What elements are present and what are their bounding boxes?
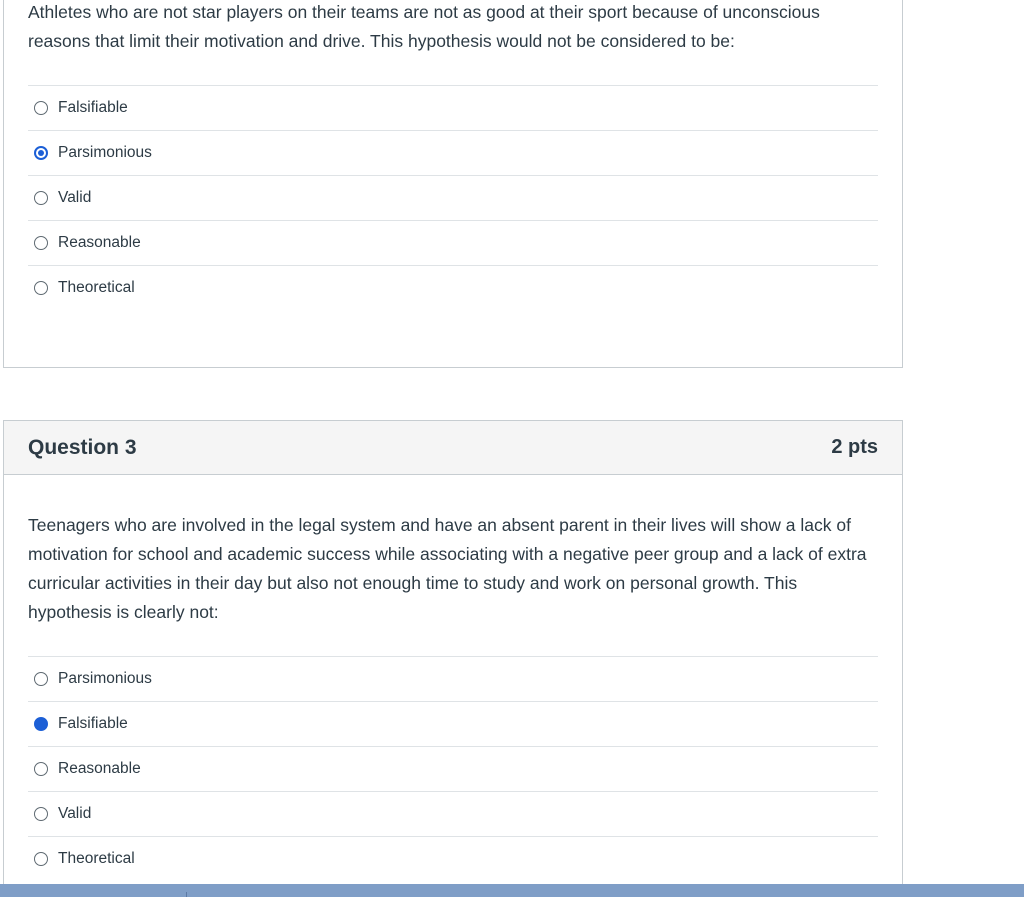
question-3-answers [28, 656, 878, 881]
radio-button-selected[interactable] [34, 146, 48, 160]
radio-button[interactable] [34, 191, 48, 205]
answer-label: Valid [58, 805, 92, 822]
q3-answer-falsifiable[interactable] [28, 701, 878, 746]
bottom-toolbar [0, 884, 1024, 897]
answer-label: Parsimonious [58, 670, 152, 687]
radio-button[interactable] [34, 236, 48, 250]
answer-label: Falsifiable [58, 99, 128, 116]
q2-answer-reasonable[interactable] [28, 220, 878, 265]
answer-label: Theoretical [58, 279, 135, 296]
question-3-card [3, 420, 903, 890]
radio-button[interactable] [34, 101, 48, 115]
q3-answer-theoretical[interactable] [28, 836, 878, 881]
question-header [4, 421, 902, 475]
radio-button[interactable] [34, 807, 48, 821]
answer-label: Reasonable [58, 760, 141, 777]
toolbar-divider [186, 892, 187, 897]
answer-label: Valid [58, 189, 92, 206]
answer-label: Reasonable [58, 234, 141, 251]
q2-answer-parsimonious[interactable] [28, 130, 878, 175]
answer-label: Parsimonious [58, 144, 152, 161]
q2-answer-valid[interactable] [28, 175, 878, 220]
answer-label: Falsifiable [58, 715, 128, 732]
q3-answer-parsimonious[interactable] [28, 656, 878, 701]
question-2-card [3, 0, 903, 368]
question-3-text: Teenagers who are involved in the legal system and have an absent parent in their lives will show a lack of motivation for school and academic success while associating with a negative peer group and a lack of extra curricular activities in their day but also not enough time to study and work on personal growth. This hypothesis is clearly not: [28, 515, 867, 622]
radio-button[interactable] [34, 672, 48, 686]
radio-button[interactable] [34, 762, 48, 776]
question-2-answers [28, 85, 878, 310]
radio-button-selected[interactable] [34, 717, 48, 731]
question-points: 2 pts [831, 436, 878, 458]
question-title: Question 3 [28, 435, 137, 459]
q3-answer-reasonable[interactable] [28, 746, 878, 791]
radio-button[interactable] [34, 281, 48, 295]
q3-answer-valid[interactable] [28, 791, 878, 836]
q2-answer-theoretical[interactable] [28, 265, 878, 310]
q2-answer-falsifiable[interactable] [28, 85, 878, 130]
question-2-text: Athletes who are not star players on their teams are not as good at their sport because of unconscious reasons that limit their motivation and drive. This hypothesis would not be considered to be: [28, 2, 820, 51]
radio-button[interactable] [34, 852, 48, 866]
answer-label: Theoretical [58, 850, 135, 867]
